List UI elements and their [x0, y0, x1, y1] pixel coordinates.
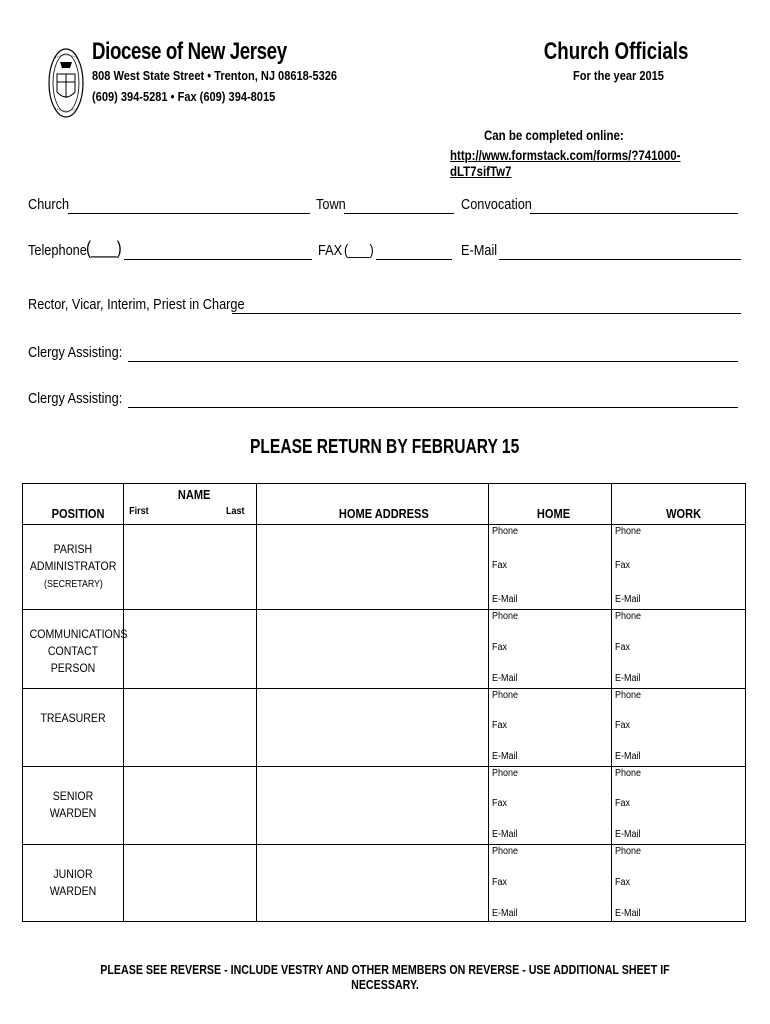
work-phone-label: Phone	[615, 768, 642, 779]
telephone-input[interactable]	[124, 259, 312, 260]
rector-label: Rector, Vicar, Interim, Priest in Charge	[28, 296, 245, 313]
email-input[interactable]	[499, 259, 741, 260]
work-email-label: E-Mail	[615, 908, 641, 919]
online-label: Can be completed online:	[484, 127, 624, 143]
home-fax-label: Fax	[492, 720, 508, 731]
home-email-label: E-Mail	[492, 673, 518, 684]
work-email-label: E-Mail	[615, 751, 641, 762]
fax-label: FAX	[318, 242, 343, 259]
diocese-seal-icon	[48, 48, 84, 118]
home-address-header: HOME ADDRESS	[338, 506, 429, 521]
home-fax-label: Fax	[492, 877, 508, 888]
footer-note: PLEASE SEE REVERSE - INCLUDE VESTRY AND OTHER MEMBERS ON REVERSE - USE ADDITIONAL SHEET IF NECESSARY.	[100, 962, 670, 992]
convocation-label: Convocation	[461, 196, 532, 213]
town-label: Town	[316, 196, 346, 213]
table-row	[23, 626, 128, 677]
work-email-label: E-Mail	[615, 673, 641, 684]
table-row	[23, 866, 123, 900]
rector-input[interactable]	[232, 313, 741, 314]
position-label: SENIOR WARDEN	[49, 789, 97, 820]
org-name: Diocese of New Jersey	[92, 38, 287, 65]
home-phone-label: Phone	[492, 611, 519, 622]
home-header: HOME	[536, 506, 571, 521]
home-email-label: E-Mail	[492, 829, 518, 840]
last-name-header: Last	[226, 506, 245, 517]
home-email-label: E-Mail	[492, 908, 518, 919]
work-phone-label: Phone	[615, 611, 642, 622]
work-phone-label: Phone	[615, 690, 642, 701]
officials-table	[22, 483, 746, 922]
address-line: 808 West State Street • Trenton, NJ 08618-5326	[92, 68, 338, 83]
home-fax-label: Fax	[492, 798, 508, 809]
position-label: ADMINISTRATOR	[29, 559, 117, 573]
home-email-label: E-Mail	[492, 751, 518, 762]
clergy-assisting-input-2[interactable]	[128, 407, 738, 408]
work-fax-label: Fax	[615, 720, 631, 731]
return-deadline: PLEASE RETURN BY FEBRUARY 15	[250, 436, 520, 458]
clergy-assisting-input[interactable]	[128, 361, 738, 362]
home-phone-label: Phone	[492, 768, 519, 779]
online-url-link[interactable]: http://www.formstack.com/forms/?741000-dLT7sifTw7	[450, 147, 681, 179]
first-name-header: First	[129, 506, 149, 517]
form-year: For the year 2015	[573, 68, 664, 83]
position-header: POSITION	[51, 506, 105, 521]
position-sublabel: (SECRETARY)	[43, 579, 103, 590]
work-fax-label: Fax	[615, 560, 631, 571]
table-row	[23, 541, 123, 593]
position-label: PARISH	[53, 542, 93, 556]
position-label: TREASURER	[40, 711, 106, 725]
clergy-assisting-label-2: Clergy Assisting:	[28, 390, 123, 407]
name-header: NAME	[177, 487, 211, 502]
church-input[interactable]	[68, 213, 310, 214]
home-phone-label: Phone	[492, 690, 519, 701]
home-phone-label: Phone	[492, 526, 519, 537]
form-title: Church Officials	[543, 38, 688, 65]
convocation-input[interactable]	[530, 213, 738, 214]
home-fax-label: Fax	[492, 560, 508, 571]
home-phone-label: Phone	[492, 846, 519, 857]
telephone-label: Telephone	[28, 242, 87, 259]
work-email-label: E-Mail	[615, 829, 641, 840]
position-label: COMMUNICATIONS	[29, 627, 128, 641]
work-fax-label: Fax	[615, 642, 631, 653]
work-header: WORK	[666, 506, 702, 521]
work-email-label: E-Mail	[615, 594, 641, 605]
position-label: JUNIOR WARDEN	[49, 867, 97, 898]
work-phone-label: Phone	[615, 526, 642, 537]
table-row	[23, 710, 123, 727]
work-fax-label: Fax	[615, 877, 631, 888]
email-label: E-Mail	[461, 242, 498, 259]
fax-input[interactable]	[376, 259, 452, 260]
telephone-area-code[interactable]: (___)	[86, 238, 122, 258]
church-label: Church	[28, 196, 70, 213]
position-label: CONTACT PERSON	[47, 644, 99, 675]
work-fax-label: Fax	[615, 798, 631, 809]
home-email-label: E-Mail	[492, 594, 518, 605]
phone-fax-line: (609) 394-5281 • Fax (609) 394-8015	[92, 89, 276, 104]
fax-area-code[interactable]: (___)	[344, 242, 374, 259]
town-input[interactable]	[344, 213, 454, 214]
home-fax-label: Fax	[492, 642, 508, 653]
work-phone-label: Phone	[615, 846, 642, 857]
clergy-assisting-label: Clergy Assisting:	[28, 344, 123, 361]
table-row	[23, 788, 123, 822]
